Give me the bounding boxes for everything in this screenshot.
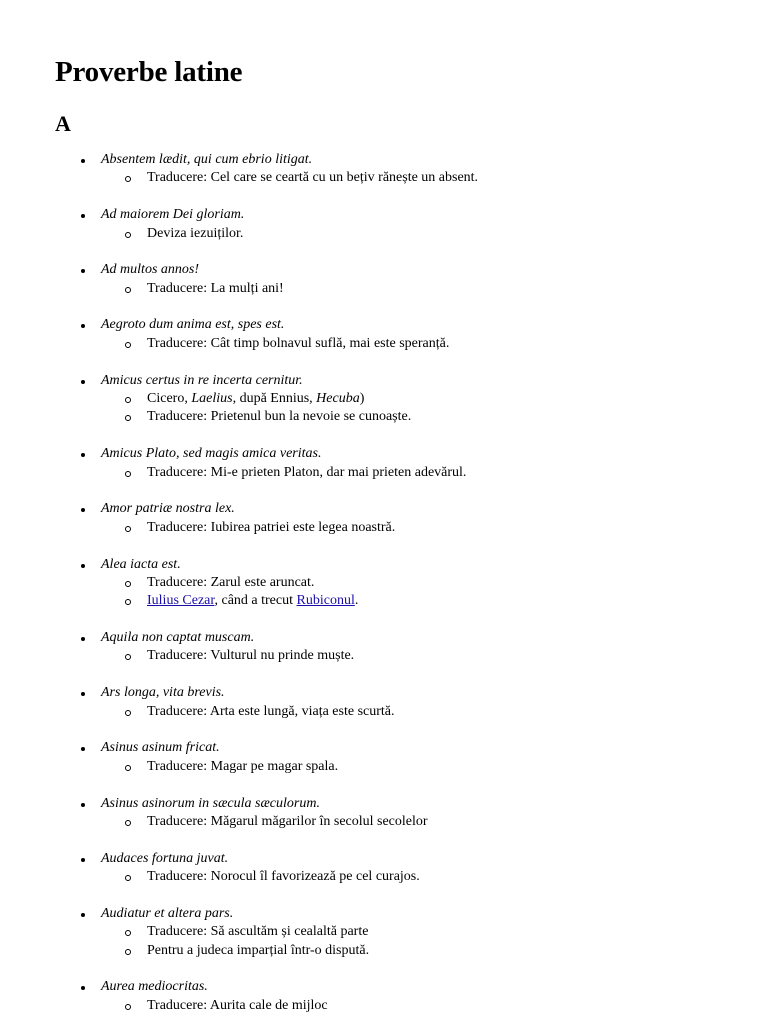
source-suffix: ) [359,391,365,407]
translation-note: Traducere: Zarul este aruncat. [101,574,768,592]
proverb-text: Amicus certus in re incerta cernitur. [101,372,303,388]
sub-list [101,225,768,243]
list-item [0,684,768,721]
link-rubiconul[interactable]: Rubiconul [296,593,355,609]
translation-note: Traducere: La mulți ani! [101,280,768,298]
list-item [0,905,768,960]
list-item [0,850,768,887]
section-heading-a: A [55,111,71,136]
sub-list [101,390,768,427]
translation-note: Traducere: Aurita cale de mijloc [101,997,768,1015]
sub-list [101,813,768,831]
proverb-text: Asinus asinum fricat. [101,740,220,756]
list-item [0,151,768,188]
sub-list [101,923,768,960]
list-item [0,206,768,243]
translation-note: Traducere: Mi-e prieten Platon, dar mai prieten adevărul. [101,464,768,482]
proverb-text: Aegroto dum anima est, spes est. [101,317,285,333]
translation-note: Traducere: Cât timp bolnavul suflă, mai este speranță. [101,335,768,353]
translation-note: Traducere: Norocul îl favorizează pe cel curajos. [101,868,768,886]
source-work: Laelius [191,391,233,407]
source-middle: , după Ennius, [232,391,317,407]
context-note [101,592,768,610]
list-item [0,978,768,1015]
sub-list [101,647,768,665]
sub-list [101,703,768,721]
proverb-text: Amicus Plato, sed magis amica veritas. [101,446,322,462]
explanation-note: Deviza iezuiților. [101,225,768,243]
proverb-text: Ad maiorem Dei gloriam. [101,207,245,223]
sub-list [101,868,768,886]
sub-list [101,169,768,187]
proverb-text: Alea iacta est. [101,556,181,572]
list-item [0,795,768,832]
translation-note: Traducere: Măgarul măgarilor în secolul secolelor [101,813,768,831]
list-item [0,445,768,482]
context-middle: , când a trecut [214,593,297,609]
source-work-2: Hecuba [316,391,360,407]
translation-note: Traducere: Arta este lungă, viața este scurtă. [101,703,768,721]
list-item [0,629,768,666]
list-item [0,261,768,298]
proverb-text: Aquila non captat muscam. [101,630,255,646]
sub-list [101,335,768,353]
context-suffix: . [354,593,359,609]
translation-note: Traducere: Cel care se ceartă cu un bețiv rănește un absent. [101,169,768,187]
proverb-text: Audaces fortuna juvat. [101,850,229,866]
sub-list [101,758,768,776]
list-item [0,556,768,611]
proverb-text: Audiatur et altera pars. [101,905,234,921]
translation-note: Traducere: Iubirea patriei este legea noastră. [101,519,768,537]
proverb-text: Absentem lædit, qui cum ebrio litigat. [101,152,313,167]
proverb-list [0,151,768,1034]
translation-note: Traducere: Prietenul bun la nevoie se cunoaște. [101,408,768,426]
sub-list [101,280,768,298]
link-iulius-cezar[interactable]: Iulius Cezar [147,593,215,609]
sub-list [101,997,768,1015]
list-item [0,500,768,537]
translation-note: Traducere: Să ascultăm și cealaltă parte [101,923,768,941]
sub-list [101,464,768,482]
proverb-text: Aurea mediocritas. [101,979,208,995]
translation-note: Traducere: Magar pe magar spala. [101,758,768,776]
explanation-note: Pentru a judeca imparțial într-o dispută. [101,942,768,960]
sub-list [101,574,768,611]
list-item [0,316,768,353]
source-note [101,390,768,408]
proverb-text: Asinus asinorum in sæcula sæculorum. [101,795,320,811]
list-item [0,739,768,776]
proverb-text: Ad multos annos! [101,262,199,278]
list-item [0,372,768,427]
translation-note: Traducere: Vulturul nu prinde muște. [101,647,768,665]
sub-list [101,519,768,537]
proverb-text: Ars longa, vita brevis. [101,685,225,701]
proverb-text: Amor patriæ nostra lex. [101,501,235,517]
page-title: Proverbe latine [55,56,243,88]
source-author: Cicero, [147,391,192,407]
